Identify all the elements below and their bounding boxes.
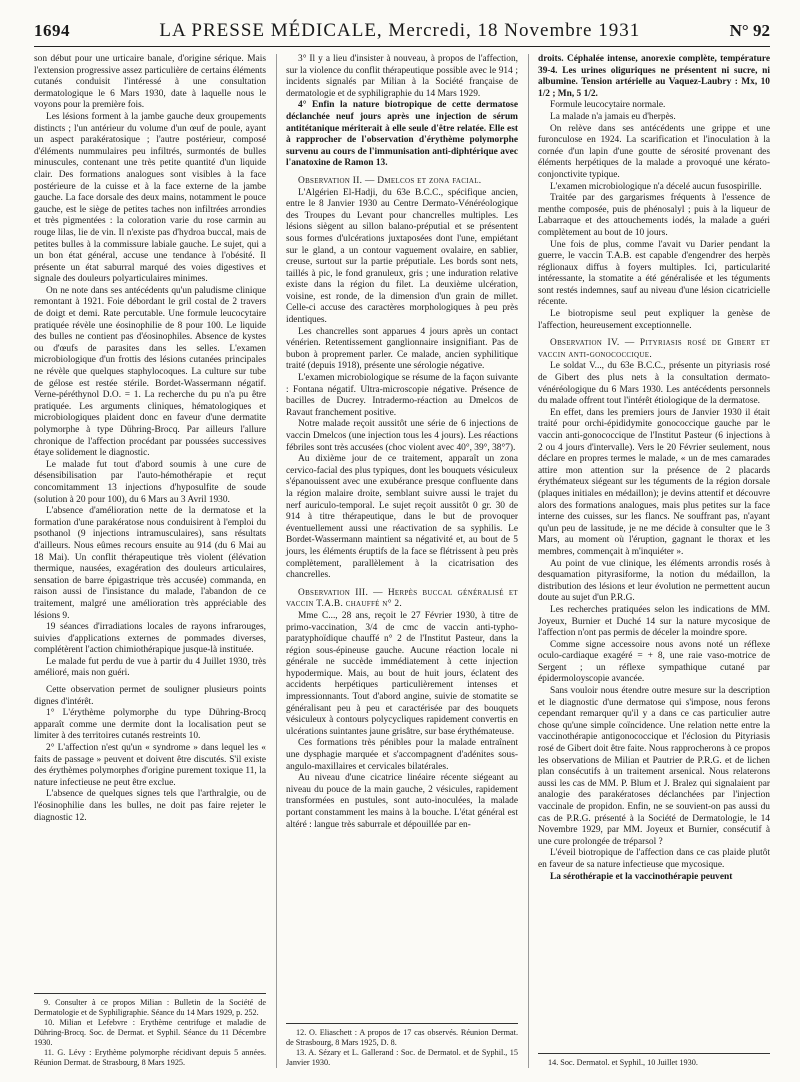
paragraph: La sérothérapie et la vaccinothérapie peuvent: [550, 871, 733, 882]
paragraph: Comme signe accessoire nous avons noté un réflexe oculo-cardiaque exagéré = + 8, une raie vaso-motrice de Sergent ; un réflexe sympathique cutané par épidermoloyscopie avancée.: [538, 639, 770, 685]
paragraph: Les lésions forment à la jambe gauche deux groupements distincts ; l'un antérieur du volume d'un œuf de poule, ayant un aspect parakératosique ; l'autre postérieur, composé d'éléments nummulaires peu infiltrés, surmontés de bulles minuscules, contenant une très petite quantité d'un liquide clair. Des formations analogues sont visibles à la face postérieure de la cuisse et à la face externe de la jambe gauche. La face dorsale des deux mains, notamment le pouce gauche, est le siège de petites taches non infiltrées arrondies et très pigmentées : la coloration varie du rose carmin au rouge lilas, lie de vin. Il n'existe pas d'hydroa buccal, mais de petites bulles à la commissure labiale gauche. Le sujet, qui a un bon état général, accuse une tendance à l'obésité. Il présente un état saburral marqué des voies digestives et signale des douleurs polyarticulaires minimes.: [34, 111, 266, 285]
page-header: [34, 20, 770, 47]
paragraph: Cette observation permet de souligner plusieurs points dignes d'intérêt.: [34, 685, 266, 707]
footnote: 9. Consulter à ce propos Milian : Bulletin de la Société de Dermatologie et de Syphiligraphie. Séance du 14 Mars 1929, p. 252.: [34, 998, 266, 1017]
column-3-body: [538, 54, 770, 883]
observation-heading: Observation III. — Herpès buccal généralisé et vaccin T.A.B. chauffé n° 2.: [286, 587, 518, 610]
footnote: 12. O. Eliaschett : A propos de 17 cas observés. Réunion Dermat. de Strasbourg, 8 Mars 1925, D. 8.: [286, 1028, 518, 1047]
observation-heading: Observation IV. — Pityriasis rosé de Gibert et vaccin anti-gonococcique.: [538, 338, 770, 360]
paragraph: 19 séances d'irradiations locales de rayons infrarouges, suivies d'applications externes de pommades diverses, complétèrent l'action chimiothérapique jusque-là instituée.: [34, 622, 266, 656]
paragraph: Au niveau d'une cicatrice linéaire récente siégeant au niveau du pouce de la main gauche, 2 vésicules, rapidement transformées en pustules, sont auto-inoculées, la malade portant constamment les mains à la bouche. L'état général est altéré : langue très saburrale et dépouillée par en-: [286, 773, 518, 830]
observation-heading: Observation II. — Dmelcos et zona facial.: [298, 175, 482, 186]
paragraph: L'éveil biotropique de l'affection dans ce cas plaide plutôt en faveur de sa nature infectieuse que mycosique.: [538, 848, 770, 870]
paragraph: 2° L'affection n'est qu'un « syndrome » dans lequel les « faits de passage » peuvent et doivent être discutés. S'il existe des érythèmes polymorphes d'origine purement toxique 11, la nature infectieuse ne peut être exclue.: [34, 743, 266, 788]
paragraph: Formule leucocytaire normale.: [550, 100, 666, 111]
paragraph: Les recherches pratiquées selon les indications de MM. Joyeux, Burnier et Duché 14 sur la nature mycosique de l'affection n'ont pas permis de déceler la moindre spore.: [538, 604, 770, 639]
paragraph: Au point de vue clinique, les éléments arrondis rosés à desquamation pityrasiforme, la notion du médaillon, la distribution des lésions et leur évolution ne permettent aucun doute au sujet d'un P.R.G.: [538, 558, 770, 604]
paragraph: Mme C..., 28 ans, reçoit le 27 Février 1930, à titre de primo-vaccination, 3/4 de cmc de vaccin anti-typho-paratyphoïdique chauffé n° 2 de l'Institut Pasteur, dans la région sous-épineuse gauche. Aucune réaction locale ni générale ne succède immédiatement à cette injection hypodermique. Mais, au bout de huit jours, éclatent des accidents herpétiques particulièrement intenses et impressionnants. Tout d'abord angine, suivie de stomatite se généralisant peu à peu et caractérisée par des bouquets vésiculeux à contours polycycliques rapidement convertis en ulcérations suintantes jaune grisâtre, sur base érythémateuse.: [286, 610, 518, 737]
paragraph: Au dixième jour de ce traitement, apparaît un zona cervico-facial des plus typiques, dont les bouquets vésiculeux s'épanouissent avec une exubérance presque confluente dans la région malaire droite, semblant suivre aussi le trajet du nerf auriculo-temporal. Le sujet reçoit aussitôt 0 gr. 30 de 914 à titre thérapeutique, dans le but de provoquer éventuellement aussi une réactivation de sa syphilis. Le Bordet-Wassermann maintient sa négativité et, au bout de 5 jours, les éléments éruptifs de la face se flétrissent à peu près complètement, parallèlement à la cicatrisation des chancrelles.: [286, 454, 518, 581]
footnotes: [538, 1053, 770, 1068]
paragraph: L'examen microbiologique n'a décelé aucun fusospirille.: [550, 181, 762, 192]
paragraph: Sans vouloir nous étendre outre mesure sur la description et le diagnostic d'une dermatose qui s'impose, nous ferons cependant remarquer qu'il y a dans ce cas particulier autre chose qu'une simple coïncidence. Une relation nette entre la vaccinothérapie antigonococcique et l'éclosion du Pityriasis rosé de Gibert doit être faite. Nous rapprocherons à ce propos les observations de Milian et Pautrier de P.R.G. et de lichen plan consécutifs à un traitement arsenical. Nous relaterons aussi les cas de MM. P. Blum et J. Bralez qui signalaient par analogie des parakératoses déclanchées par l'injection vaccinale de propidon. Enfin, ne se souvient-on pas aussi du cas de P.R.G. présenté à la Société de Dermatologie, le 14 Novembre 1929, par MM. Joyeux et Burnier, consécutif à une cure prolongée de tréparsol ?: [538, 686, 770, 847]
paragraph: 1° L'érythème polymorphe du type Dühring-Brocq apparaît comme une dermite dont la localisation peut se limiter à des territoires cutanés restreints 10.: [34, 708, 266, 742]
footnotes: [34, 993, 266, 1068]
paragraph: Le soldat V..., du 63e B.C.C., présente un pityriasis rosé de Gibert des plus nets à la consultation dermato-vénéréologique du 6 Mars 1930. Les antécédents personnels du malade offrent tout l'intérêt étiologique de la dermatose.: [538, 361, 770, 407]
paragraph: On ne note dans ses antécédents qu'un paludisme clinique remontant à 1921. Foie débordant le gril costal de 2 travers de doigt et demi. Rate percutable. Une formule leucocytaire pratiquée révèle une éosinophilie de 8 pour 100. Le liquide des bulles ne contient pas d'éosinophiles. Absence de kystes ou d'œufs de parasites dans les selles. L'examen microbiologique d'un frottis des lésions cutanées principales ne révèle que quelques staphylocoques. La culture sur tube de gélose est restée stérile. Bordet-Wassermann négatif. Verne-péréthynol D.O. = 1. La recherche du pu n'a pu être pratiquée. Les arguments cliniques, hématologiques et microbiologiques plaident donc en faveur d'une dermatite polymorphe à type Dühring-Brocq. Par ailleurs l'allure chronique de l'affection procédant par poussées successives étaye solidement le diagnostic.: [34, 285, 266, 459]
paragraph: L'examen microbiologique se résume de la façon suivante : Fontana négatif. Ultra-microscopie négative. Présence de bacilles de Ducrey. Intradermo-réaction au Dmelcos de Ravaut franchement positive.: [286, 373, 518, 418]
column-1-body: [34, 54, 266, 824]
paragraph: Le biotropisme seul peut expliquer la genèse de l'affection, heureusement exceptionnelle.: [538, 309, 770, 331]
journal-title: LA PRESSE MÉDICALE, Mercredi, 18 Novembre 1931: [159, 20, 641, 41]
footnote: 13. A. Sézary et L. Gallerand : Soc. de Dermatol. et de Syphil., 15 Janvier 1930.: [286, 1048, 518, 1067]
paragraph: La malade n'a jamais eu d'herpès.: [550, 111, 676, 122]
paragraph: En effet, dans les premiers jours de Janvier 1930 il était traité pour orchi-épididymite gonococcique gauche par le vaccin anti-gonococcique de l'Institut Pasteur (6 injections à 2 ou 4 jours d'intervalle). Vers le 20 Février seulement, nous déclare en propres termes le malade, « un de mes camarades attire mon attention sur la présence de 2 placards érythémateux siégeant sur les téguments de la région dorsale (plaques initiales en médaillon); je devins attentif et découvre alors des formations analogues, mais plus petites sur la face interne des cuisses, sur les flancs. Ne souffrant pas, n'ayant qu'un peu de lassitude, je ne me décide à consulter que le 3 Mars, au moment où l'éruption, gagnant le thorax et les membres, commençait à m'inquiéter ».: [538, 407, 770, 557]
paragraph: Notre malade reçoit aussitôt une série de 6 injections de vaccin Dmelcos (une injection tous les 4 jours). Les réactions fébriles sont très accusées (choc violent avec 40°, 39°, 38°7).: [286, 419, 518, 453]
paragraph: Traitée par des gargarismes fréquents à l'essence de menthe composée, puis de phénosalyl ; puis à la liqueur de Labarraque et des attouchements iodés, la malade a guéri complètement au bout de 10 jours.: [538, 193, 770, 238]
paragraph: Les chancrelles sont apparues 4 jours après un contact vénérien. Retentissement ganglionnaire insignifiant. Pas de bubon à proprement parler. Ce malade, ancien syphilitique traité (depuis 1918), présente une sérologie négative.: [286, 326, 518, 372]
column-3: [528, 54, 770, 1068]
column-2-body: [286, 54, 518, 831]
column-1: [34, 54, 266, 1068]
column-2: [276, 54, 518, 1068]
footnote: 11. G. Lévy : Erythème polymorphe récidivant depuis 5 années. Réunion Dermat. de Strasbourg, 8 Mars 1925.: [34, 1048, 266, 1067]
footnotes: [286, 1023, 518, 1068]
footnote: 14. Soc. Dermatol. et Syphil., 10 Juillet 1930.: [548, 1058, 698, 1067]
paragraph: On relève dans ses antécédents une grippe et une furonculose en 1924. La scarification et l'inoculation à la cornée d'un lapin d'une goutte de sérosité provenant des éléments herpétiques de la malade a provoqué une kérato-conjonctivite typique.: [538, 123, 770, 180]
text-columns: [34, 54, 770, 1068]
paragraph: son début pour une urticaire banale, d'origine sérique. Mais l'extension progressive assez particulière de certains éléments cutanés conduisit l'intéressé à une consultation dermatologique le 6 Mars 1930, date à laquelle nous le voyons pour la première fois.: [34, 54, 266, 111]
paragraph: L'absence d'amélioration nette de la dermatose et la formation d'une parakératose nous conduisirent à l'emploi du psothanol (9 injections intramusculaires), sans résultats d'ailleurs. Nous eûmes recours ensuite au 914 (du 6 Mai au 18 Mai). Un conflit thérapeutique très violent (élévation thermique, nausées, exagération des douleurs articulaires, sensation de barre épigastrique très accusée) commanda, en raison aussi de l'insistance du malade, l'abandon de ce traitement, malgré une amélioration très appréciable des lésions 9.: [34, 506, 266, 621]
paragraph: 3° Il y a lieu d'insister à nouveau, à propos de l'affection, sur la violence du conflit thérapeutique possible avec le 914 ; incidents signalés par Milian à la Société française de dermatologie et de syphiligraphie du 14 Mars 1929.: [286, 54, 518, 99]
paragraph: L'absence de quelques signes tels que l'arthralgie, ou de l'éosinophilie dans les bulles, ne doit pas faire rejeter le diagnostic 12.: [34, 789, 266, 823]
issue-number: N° 92: [729, 21, 770, 40]
paragraph: Le malade fut perdu de vue à partir du 4 Juillet 1930, très amélioré, mais non guéri.: [34, 656, 266, 679]
page-number: 1694: [34, 21, 70, 40]
paragraph: Une fois de plus, comme l'avait vu Darier pendant la guerre, le vaccin T.A.B. est capable d'engendrer des herpès réglionaux diffus à foyers multiples. Ici, particularité intéressante, la stomatite a été généralisée et les téguments sont restés indemnes, sauf au niveau d'une lésion cicatricielle récente.: [538, 239, 770, 308]
paragraph: L'Algérien El-Hadji, du 63e B.C.C., spécifique ancien, entre le 8 Janvier 1930 au Centre Dermato-Vénéréologique des Troupes du Levant pour chancrelles multiples. Les lésions siègent au sillon balano-préputial et se présentent sous formes d'ulcérations juxtaposées dont l'une, empiétant sur le gland, a un contour vaguement ovalaire, en sablier, creuse, surtout sur la partie préputiale. Les bords sont nets, taillés à pic, le fond granuleux, gris ; une induration relative existe dans la région du filet. La deuxième ulcération, voisine, est ronde, de la dimension d'un grain de millet. Celle-ci accuse des caractères morphologiques à peu près identiques.: [286, 187, 518, 326]
paragraph: Le malade fut tout d'abord soumis à une cure de désensibilisation par l'auto-hémothérapie et reçut concomitamment 13 injections d'hyposulfite de soude (solution à 20 pour 100), du 6 Mars au 3 Avril 1930.: [34, 459, 266, 505]
paragraph: Ces formations très pénibles pour la malade entraînent une dysphagie marquée et s'accompagnent d'adénites sous-angulo-maxillaires et cervicales bilatérales.: [286, 738, 518, 772]
paragraph: droits. Céphalée intense, anorexie complète, température 39-4. Les urines oliguriques ne présentent ni sucre, ni albumine. Tension artérielle au Vaquez-Laubry : Mx, 10 1/2 ; Mn, 5 1/2.: [538, 54, 770, 99]
footnote: 10. Milian et Lefebvre : Erythème centrifuge et maladie de Dühring-Brocq. Soc. de Dermat. et Syphil. Séance du 11 Décembre 1930.: [34, 1018, 266, 1047]
paragraph: 4° Enfin la nature biotropique de cette dermatose déclanchée neuf jours après une injection de sérum antitétanique mériterait à elle seule d'être relatée. Elle est à rapprocher de l'observation d'érythème polymorphe survenu au cours de l'immunisation anti-diphtérique avec l'anatoxine de Ramon 13.: [286, 100, 518, 169]
